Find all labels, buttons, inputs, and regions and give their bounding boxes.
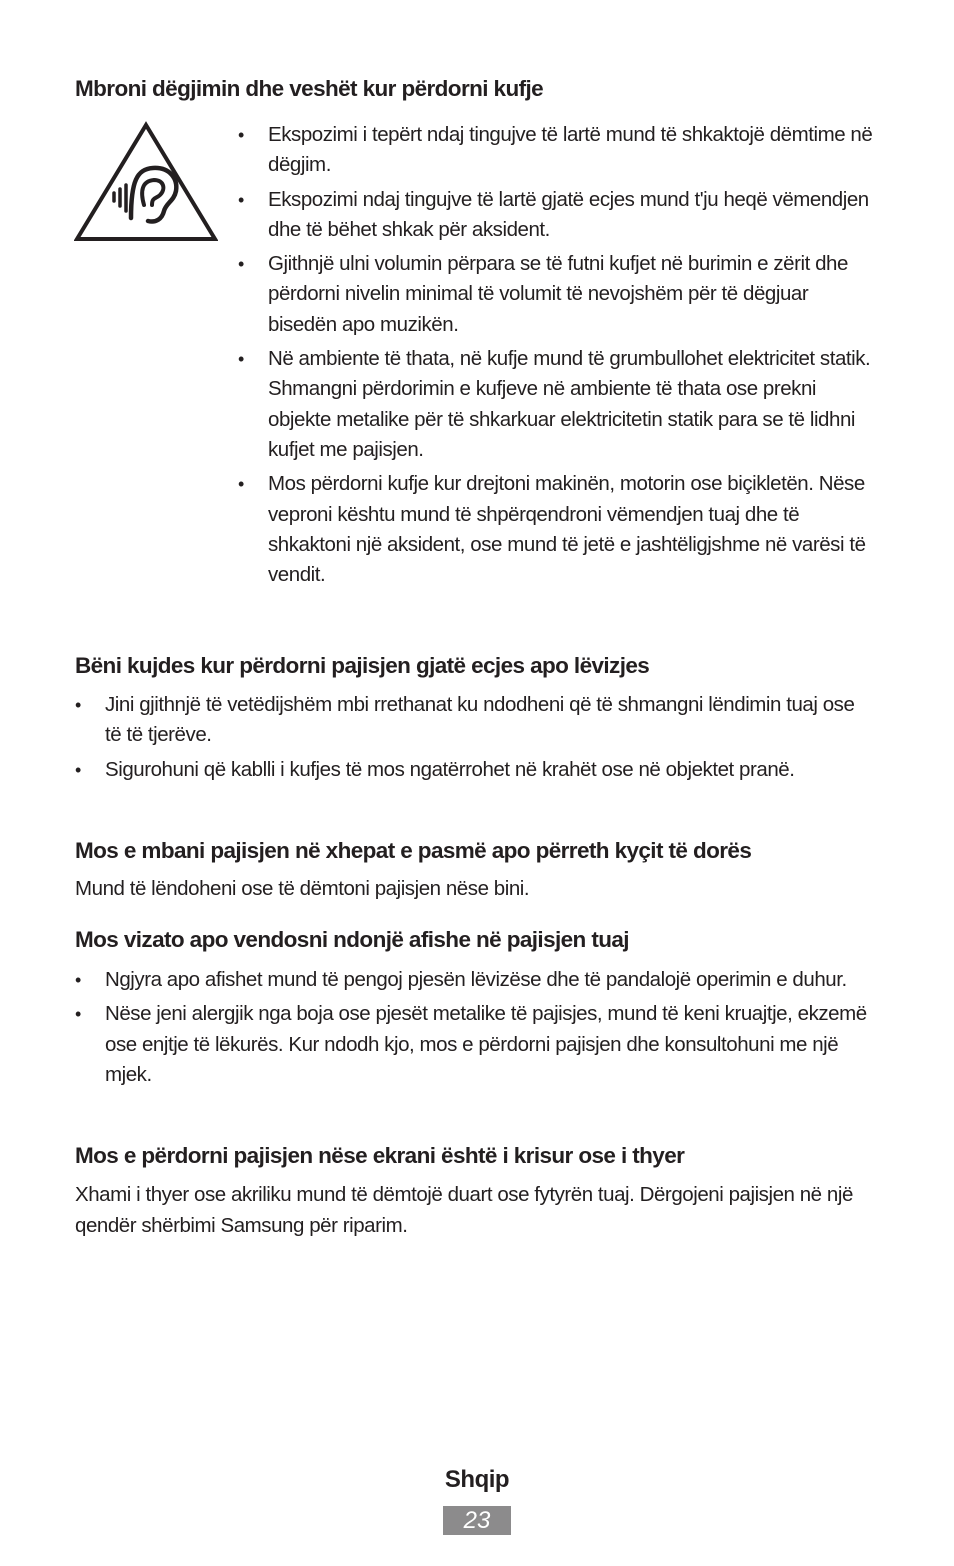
hearing-warning-icon <box>74 121 218 243</box>
list-item: • Ekspozimi ndaj tingujve të lartë gjatë ecjes mund t'ju heqë vëmendjen dhe të bëhet shkak për aksident. <box>238 185 878 246</box>
list-item: • Jini gjithnjë të vetëdijshëm mbi rrethanat ku ndodheni që të shmangni lëndimin tuaj ose të të tjerëve. <box>75 690 875 751</box>
footer-language: Shqip <box>444 1466 510 1493</box>
list-item: • Sigurohuni që kablli i kufjes të mos ngatërrohet në krahët ose në objektet pranë. <box>75 755 875 785</box>
list-item: • Ngjyra apo afishet mund të pengoj pjesën lëvizëse dhe të pandalojë operimin e duhur. <box>75 965 881 995</box>
section-text-cracked-screen: Xhami i thyer ose akriliku mund të dëmtojë duart ose fytyrën tuaj. Dërgojeni pajisjen në një qendër shërbimi Samsung për riparim. <box>75 1183 853 1237</box>
page-number: 23 <box>443 1506 511 1535</box>
list-item: • Mos përdorni kufje kur drejtoni makinën, motorin ose biçikletën. Nëse veproni kështu mund të shpërqendroni vëmendjen tuaj dhe të shkaktoni një aksident, ose mund të jetë e jashtëligjshme në varësi të vendit. <box>238 469 878 590</box>
stickers-bullet-list <box>75 965 881 1094</box>
walking-bullet-list <box>75 690 875 789</box>
list-item: • Ekspozimi i tepërt ndaj tingujve të lartë mund të shkaktojë dëmtime në dëgjim. <box>238 120 878 181</box>
section-title-walking: Bëni kujdes kur përdorni pajisjen gjatë ecjes apo lëvizjes <box>75 653 650 678</box>
section-title-stickers: Mos vizato apo vendosni ndonjë afishe në pajisjen tuaj <box>75 927 629 952</box>
section-title-hearing: Mbroni dëgjimin dhe veshët kur përdorni kufje <box>75 76 544 101</box>
section-title-cracked-screen: Mos e përdorni pajisjen nëse ekrani është i krisur ose i thyer <box>75 1143 685 1168</box>
section-title-pockets: Mos e mbani pajisjen në xhepat e pasmë apo përreth kyçit të dorës <box>75 838 752 863</box>
list-item: • Nëse jeni alergjik nga boja ose pjesët metalike të pajisjes, mund të keni kruajtje, ekzemë ose enjtje të lëkurës. Kur ndodh kjo, mos e përdorni pajisjen dhe konsultohuni me një mjek. <box>75 999 881 1090</box>
list-item: • Në ambiente të thata, në kufje mund të grumbullohet elektricitet statik. Shmangni përdorimin e kufjeve në ambiente të thata ose prekni objekte metalike për të shkarkuar elektricitetin statik para se të lidhni kufjet me pajisjen. <box>238 344 878 465</box>
hearing-bullet-list <box>238 120 878 594</box>
list-item: • Gjithnjë ulni volumin përpara se të futni kufjet në burimin e zërit dhe përdorni nivelin minimal të volumit të nevojshëm për të dëgjuar bisedën apo muzikën. <box>238 249 878 340</box>
section-text-pockets: Mund të lëndoheni ose të dëmtoni pajisjen nëse bini. <box>75 877 530 900</box>
